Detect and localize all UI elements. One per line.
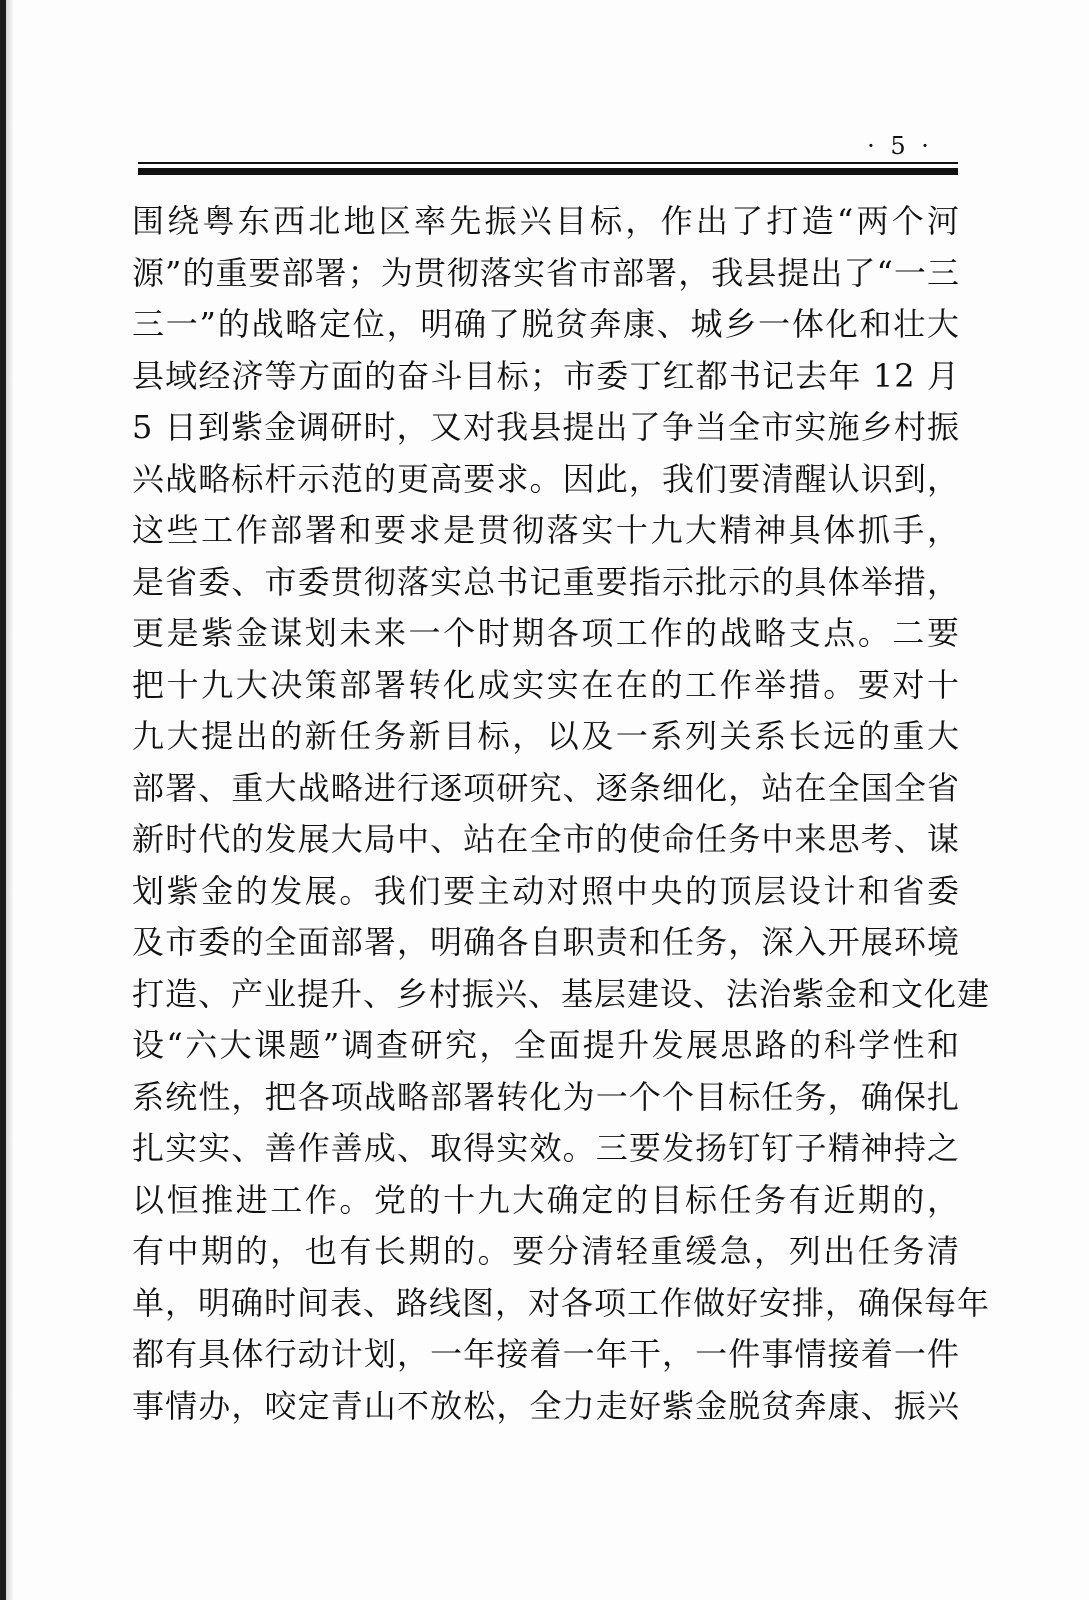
text-line: 5 日到紫金调研时，又对我县提出了争当全市实施乡村振 [132,408,960,446]
text-line: 及市委的全面部署，明确各自职责和任务，深入开展环境 [132,923,960,961]
text-line: 把十九大决策部署转化成实实在在的工作举措。要对十 [132,665,960,704]
text-line: 部署、重大战略进行逐项研究、逐条细化，站在全国全省 [132,768,960,807]
text-line: 单，明确时间表、路线图，对各项工作做好安排，确保每年 [132,1283,991,1322]
text-line: 三一”的战略定位，明确了脱贫奔康、城乡一体化和壮大 [132,305,960,343]
page-binding-shadow [6,0,14,1600]
text-line: 更是紫金谋划未来一个时期各项工作的战略支点。二要 [132,614,960,652]
text-line: 打造、产业提升、乡村振兴、基层建设、法治紫金和文化建 [132,974,991,1013]
text-line: 九大提出的新任务新目标，以及一系列关系长远的重大 [132,717,960,755]
text-line: 都有具体行动计划，一年接着一年干，一件事情接着一件 [132,1335,960,1373]
text-line: 扎实实、善作善成、取得实效。三要发扬钉钉子精神持之 [132,1129,960,1167]
text-line: 系统性，把各项战略部署转化为一个个目标任务，确保扎 [132,1077,960,1116]
text-line: 以恒推进工作。党的十九大确定的目标任务有近期的， [132,1180,960,1219]
text-line: 兴战略标杆示范的更高要求。因此，我们要清醒认识到， [132,459,960,498]
text-line: 是省委、市委贯彻落实总书记重要指示批示的具体举措， [132,562,960,601]
text-line: 划紫金的发展。我们要主动对照中央的顶层设计和省委 [132,871,960,910]
text-line: 有中期的，也有长期的。要分清轻重缓急，列出任务清 [132,1232,960,1270]
text-line: 这些工作部署和要求是贯彻落实十九大精神具体抓手， [132,511,960,549]
text-line: 新时代的发展大局中、站在全市的使命任务中来思考、谋 [132,820,960,858]
text-line: 源”的重要部署；为贯彻落实省市部署，我县提出了“一三 [132,253,960,292]
body-text [132,196,991,1432]
header-rule-thick [138,168,958,175]
header-rule-thin [138,162,958,164]
text-line: 县域经济等方面的奋斗目标；市委丁红都书记去年 12 月 [132,356,960,395]
text-line: 设“六大课题”调查研究，全面提升发展思路的科学性和 [132,1026,960,1064]
text-line: 事情办，咬定青山不放松，全力走好紫金脱贫奔康、振兴 [132,1386,960,1425]
text-line: 围绕粤东西北地区率先振兴目标，作出了打造“两个河 [132,202,960,240]
page-number: · 5 · [867,132,933,160]
